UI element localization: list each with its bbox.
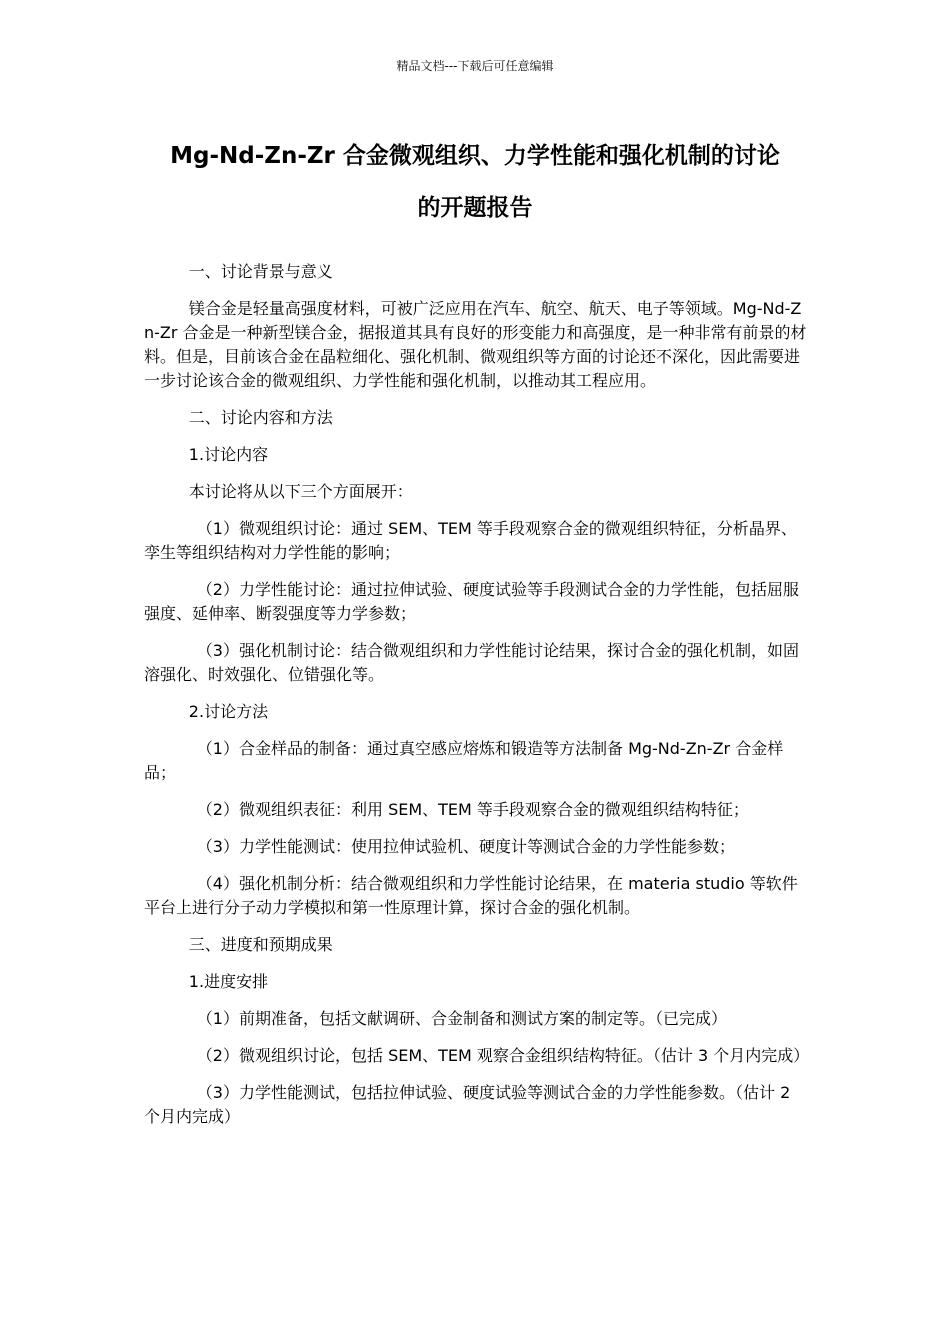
document-title [140,130,810,234]
research-content-intro: 本讨论将从以下三个方面展开： [188,482,413,501]
research-content-item: （1）微观组织讨论：通过 SEM、TEM 等手段观察合金的微观组织特征，分析晶界、孪生等组织结构对力学性能的影响； [144,519,797,562]
section-heading-content-methods: 二、讨论内容和方法 [188,408,333,427]
schedule-item: （2）微观组织讨论，包括 SEM、TEM 观察合金组织结构特征。（估计 3 个月内完成） [196,1046,810,1065]
research-method-item: （2）微观组织表征：利用 SEM、TEM 等手段观察合金的微观组织结构特征； [196,800,749,819]
research-method-item: （4）强化机制分析：结合微观组织和力学性能讨论结果，在 materia studio 等软件平台上进行分子动力学模拟和第一性原理计算，探讨合金的强化机制。 [144,874,798,917]
research-content-item: （3）强化机制讨论：结合微观组织和力学性能讨论结果，探讨合金的强化机制，如固溶强化、时效强化、位错强化等。 [144,641,799,684]
subheading-research-methods: 2.讨论方法 [188,702,269,721]
section-heading-progress: 三、进度和预期成果 [188,935,333,954]
title-line-2: 的开题报告 [417,195,533,221]
schedule-item: （1）前期准备，包括文献调研、合金制备和测试方案的制定等。（已完成） [196,1009,727,1028]
research-method-item: （1）合金样品的制备：通过真空感应熔炼和锻造等方法制备 Mg-Nd-Zn-Zr 合金样品； [144,739,784,782]
research-content-item: （2）力学性能讨论：通过拉伸试验、硬度试验等手段测试合金的力学性能，包括屈服强度、延伸率、断裂强度等力学参数； [144,580,799,623]
research-method-item: （3）力学性能测试：使用拉伸试验机、硬度计等测试合金的力学性能参数； [196,837,735,856]
schedule-item: （3）力学性能测试，包括拉伸试验、硬度试验等测试合金的力学性能参数。（估计 2 个月内完成） [144,1083,791,1126]
section-heading-background: 一、讨论背景与意义 [188,262,333,281]
title-line-1: Mg-Nd-Zn-Zr 合金微观组织、力学性能和强化机制的讨论 [170,143,780,169]
background-paragraph: 镁合金是轻量高强度材料，可被广泛应用在汽车、航空、航天、电子等领域。Mg-Nd-Zn-Zr 合金是一种新型镁合金，据报道其具有良好的形变能力和高强度，是一种非常有前景的材料。但是，目前该合金在晶粒细化、强化机制、微观组织等方面的讨论还不深化，因此需要进一步讨论该合金的微观组织、力学性能和强化机制，以推动其工程应用。 [144,299,807,390]
subheading-schedule: 1.进度安排 [188,972,269,991]
document-body [144,260,808,1142]
subheading-research-content: 1.讨论内容 [188,445,269,464]
page-header: 精品文档---下载后可任意编辑 [396,59,554,73]
